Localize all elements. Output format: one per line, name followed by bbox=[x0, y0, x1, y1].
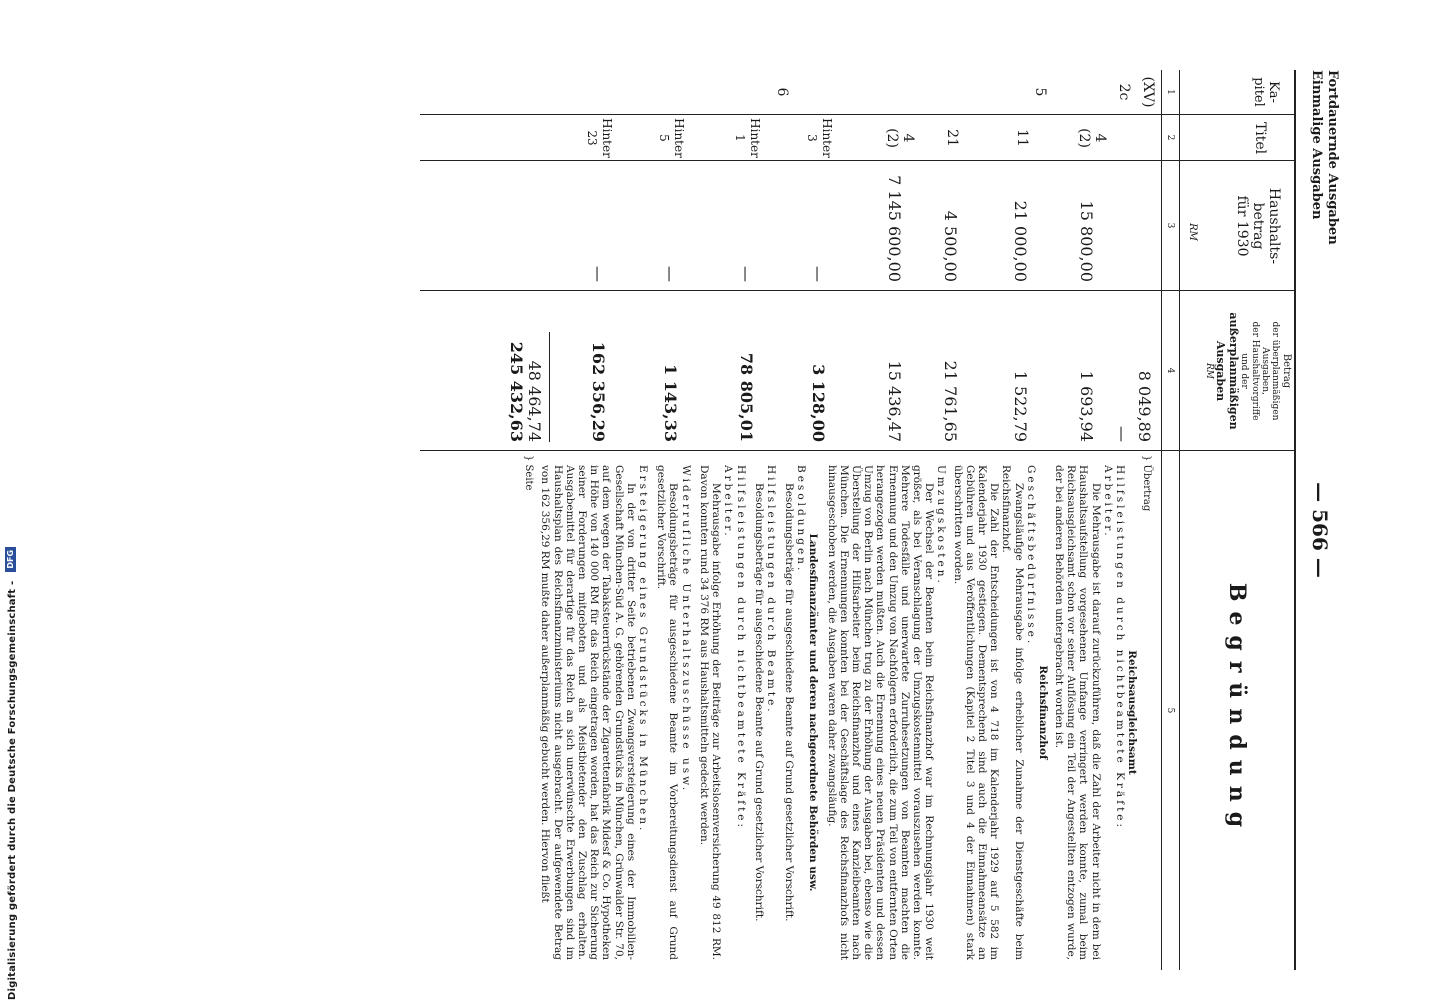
header-bottom-rule bbox=[1179, 70, 1180, 970]
sec2-sub: Geschäftsbedürfnisse. bbox=[1024, 465, 1037, 647]
colnum-1: 1 bbox=[1165, 89, 1175, 95]
rotated-page-content bbox=[420, 70, 1340, 970]
digitization-footer bbox=[0, 0, 18, 1000]
row-5-kapitel: 6 bbox=[774, 87, 790, 97]
row-4-titel: 21 bbox=[944, 129, 960, 147]
totals-rule bbox=[549, 332, 550, 442]
colnum-3: 3 bbox=[1165, 222, 1175, 229]
row-0-kapitel: (XV) bbox=[1140, 76, 1156, 108]
row-8-betrag: 15 436,47 bbox=[885, 360, 904, 442]
row-10-haushalt: — bbox=[589, 266, 608, 282]
sec6-sub: Hilfsleistungen durch nichtbeamtete Kräfte: bbox=[734, 465, 747, 831]
sec7-sub: Widerrufliche Unterhaltszuschüsse usw. bbox=[679, 465, 692, 794]
row-1-betrag: — bbox=[1113, 426, 1132, 442]
uebertrag-text: Übertrag bbox=[1141, 464, 1152, 512]
header-kapitel: Ka- pitel bbox=[1251, 77, 1281, 107]
row-10-titel: Hinter 23 bbox=[585, 118, 614, 158]
header-titel: Titel bbox=[1252, 121, 1268, 155]
row-8-haushalt: 7 145 600,00 bbox=[885, 175, 904, 282]
row-2-haushalt: 15 800,00 bbox=[1077, 200, 1096, 282]
page-number: — 566 — bbox=[1308, 482, 1332, 578]
header-betrag-line1: Betrag bbox=[1281, 353, 1292, 389]
colnum-4: 4 bbox=[1165, 367, 1175, 374]
row-10-betrag: 162 356,29 bbox=[589, 341, 608, 442]
row-7-betrag: 3 128,00 bbox=[809, 364, 828, 442]
row-6-haushalt: — bbox=[737, 266, 756, 282]
row-2-betrag: 1 693,94 bbox=[1077, 370, 1096, 442]
row-9-titel: Hinter 5 bbox=[657, 118, 686, 158]
sec8-text: In der von dritter Seite betriebenen Zwangsversteigerung eines der Immobilien-Gesellschaft München-Süd A. G. gehörenden Grundstücks in München, Grünwalder Str. 70, auf dem wegen der Tabaksteuerrückstände der Zigarettenfabrik Midesf & Co. Hypotheken in Höhe von 140 000 RM für das Reich eingetragen worden, hat das Reich zur Sicherung seiner Forderungen mitgeboten und als Meistbietender den Zuschlag erhalten. Ausgabemittel für derartige für das Reich an sich unerwünschte Erwerbungen sind im Haushaltsplan des Reichsfinanzministeriums nicht ausgebracht. Der aufgewendete Betrag von 162 356,29 RM mußte daher außerplanmäßig gebucht werden. Hiervon fließt bbox=[539, 465, 637, 960]
sec4-text: Besoldungsbeträge für ausgeschiedene Beamte auf Grund gesetzlicher Vorschrift. bbox=[783, 483, 796, 922]
dfg-logo: DFG bbox=[5, 547, 16, 572]
row-3-kapitel: 5 bbox=[1032, 87, 1048, 97]
colnum-5: 5 bbox=[1165, 707, 1175, 714]
row-3-titel: 11 bbox=[1014, 129, 1030, 147]
sec2-heading: Reichsfinanzhof bbox=[1036, 665, 1049, 760]
sec5-sub: Hilfsleistungen durch Beamte. bbox=[764, 465, 777, 715]
sec3-sub: Umzugskosten. bbox=[935, 465, 948, 586]
row-4-haushalt: 4 500,00 bbox=[941, 210, 960, 282]
header-betrag bbox=[1204, 292, 1293, 450]
sec4-heading: Landesfinanzämter und deren nachgeordnete Behörden usw. bbox=[807, 533, 820, 892]
sec4-sub: Besoldungen. bbox=[795, 465, 808, 574]
row-6-betrag: 78 805,01 bbox=[737, 352, 756, 442]
header-betrag-unit: RM bbox=[1203, 363, 1214, 379]
title-line-2: Einmalige Ausgaben bbox=[1309, 70, 1324, 220]
sec8-sub: Ersteigerung eines Grundstücks in München. bbox=[637, 465, 650, 834]
row-3-haushalt: 21 000,00 bbox=[1011, 200, 1030, 282]
header-betrag-line2: der überplanmäßigen Ausgaben, der Haushaltvorgriffe und der bbox=[1239, 321, 1281, 421]
colnum-2: 2 bbox=[1165, 134, 1175, 141]
footer-text: Digitalisierung gefördert durch die Deutsche Forschungsgemeinschaft - bbox=[7, 580, 18, 1000]
row-4-betrag: 21 761,65 bbox=[941, 360, 960, 442]
sec1-heading: Reichsausgleichsamt bbox=[1126, 650, 1138, 775]
header-betrag-bold: außerplanmäßigen Ausgaben bbox=[1214, 312, 1241, 430]
sec5-text: Besoldungsbeträge für ausgeschiedene Beamte auf Grund gesetzlicher Vorschrift. bbox=[752, 483, 765, 922]
sec2-text: Zwangsläufige Mehrausgabe infolge erheblicher Zunahme der Dienstgeschäfte beim Reichsfinanzhof. bbox=[1000, 465, 1025, 960]
sec6-text: Mehrausgabe infolge Erhöhung der Beiträge zur Arbeitslosenversicherung 49 812 RM. Davon konnten rund 34 376 RM aus Haushaltsmitteln gedeckt werden. bbox=[697, 465, 723, 960]
seite-text: Seite bbox=[523, 464, 534, 491]
row-9-haushalt: — bbox=[661, 266, 680, 282]
header-haushalt-unit: RM bbox=[1187, 223, 1198, 241]
total-line-2: 245 432,63 bbox=[507, 341, 526, 442]
title-block bbox=[1308, 70, 1340, 300]
title-line-1: Fortdauernde Ausgaben bbox=[1325, 70, 1340, 245]
total-line-1: 48 464,74 bbox=[525, 360, 544, 442]
row-8-titel: 4 (2) bbox=[884, 128, 916, 148]
sec2-text2: Die Zahl der Entscheidungen ist von 4 718 im Kalenderjahr 1929 auf 5 582 im Kalenderjahr 1930 gestiegen. Dementsprechend sind auch die Einnahmeansätze an Gebühren und aus Veröffentlichungen (Kapitel 2 Titel 3 und 4 der Einnahmen) stark überschritten worden. bbox=[951, 465, 1001, 960]
row-3-betrag: 1 522,79 bbox=[1011, 370, 1030, 442]
sec1-text: Die Mehrausgabe ist darauf zurückzuführen, daß die Zahl der Arbeiter nicht in dem bei Haushaltsaufstellung vorgesehenen Umfange verringert werden konnte, zumal beim Reichsausgleichsamt schon vor seiner Auflösung ein Teil der Angestellten entzogen wurde, der bei anderen Behörden untergebracht worden ist. bbox=[1052, 465, 1102, 960]
header-haushalt: Haushalts- betrag für 1930 bbox=[1233, 187, 1282, 265]
begruendung-block bbox=[539, 465, 1138, 960]
seite-label: } Seite bbox=[523, 455, 534, 491]
row-9-betrag: 1 143,33 bbox=[661, 364, 680, 442]
row-7-titel: Hinter 3 bbox=[805, 118, 834, 158]
colnum-rule bbox=[1161, 70, 1162, 970]
sec1-sub: Hilfsleistungen durch nichtbeamtete Kräfte: bbox=[1114, 465, 1126, 831]
row-2-titel: 4 (2) bbox=[1076, 128, 1108, 148]
sec3-text: Der Wechsel der Beamten beim Reichsfinanzhof war im Rechnungsjahr 1930 weit größer, als bei Veranschlagung der Umzugskostenmittel vorauszusehen werden konnte. Mehrere Todesfälle und unerwartete Zurruhesetzungen von Beamten machten die Ernennung und den Umzug von Nachfolgern erforderlich, die zum Teil von entfernten Orten herangezogen werden mußten. Auch die Ernennung eines neuen Präsidenten und dessen Umzug von Berlin nach München trug zu der Erhöhung der Ausgaben bei, ebenso wie die Überstellung der Hilfsarbeiter beim Reichsfinanzhof und eines Kanzleibeamten nach München. Die Ernennungen konnten bei der Geschäftslage des Reichsfinanzhofs nicht hinausgeschoben werden, die Ausgaben waren daher zwangsläufig. bbox=[825, 465, 936, 960]
uebertrag-label: } Übertrag bbox=[1141, 455, 1152, 512]
top-rule bbox=[1294, 70, 1296, 970]
row-7-haushalt: — bbox=[809, 266, 828, 282]
sec7-text: Besoldungsbeträge für ausgeschiedene Beamte im Vorbereitungsdienst auf Grund gesetzlicher Vorschrift. bbox=[655, 465, 680, 960]
row-1-kapitel: 2c bbox=[1116, 83, 1132, 101]
row-0-betrag: 8 049,89 bbox=[1135, 370, 1154, 442]
sec1-arbeiter: Arbeiter. bbox=[1101, 465, 1114, 539]
row-6-titel: Hinter 1 bbox=[733, 118, 762, 158]
header-begruendung: Begründung bbox=[1224, 582, 1250, 838]
sec6-arbeiter: Arbeiter. bbox=[722, 465, 735, 539]
